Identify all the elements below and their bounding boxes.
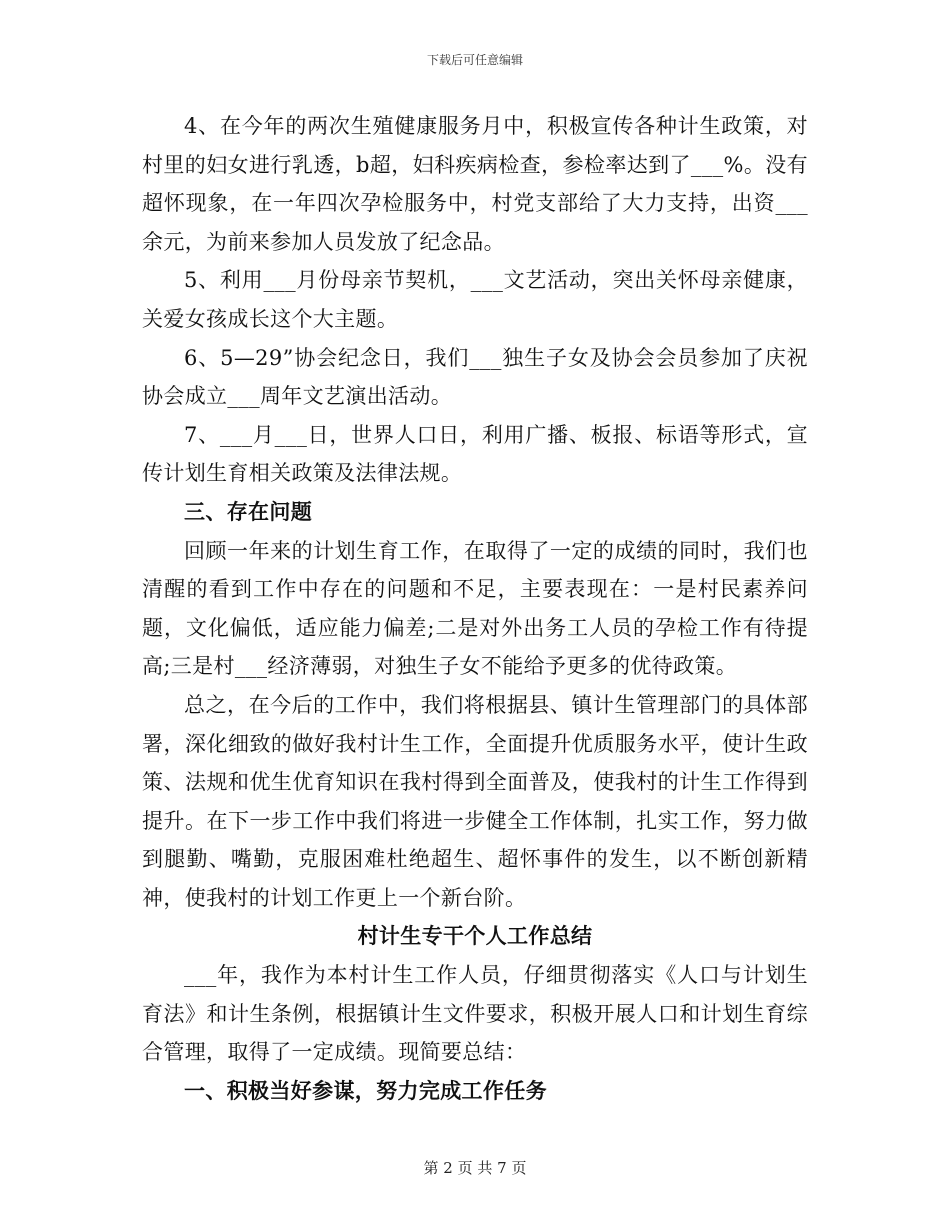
document-title: 村计生专干个人工作总结 bbox=[357, 923, 593, 949]
paragraph-conclusion: 总之，在今后的工作中，我们将根据县、镇计生管理部门的具体部署，深化细致的做好我村计生工作，全面提升优质服务水平，使计生政策、法规和优生优育知识在我村得到全面普及，使我村的计生工作得到提升。在下一步工作中我们将进一步健全工作体制，扎实工作，努力做到腿勤、嘴勤，克服困难杜绝超生、超怀事件的发生，以不断创新精神，使我村的计划工作更上一个新台阶。 bbox=[142, 692, 808, 910]
page-header: 下载后可任意编辑 bbox=[426, 53, 523, 67]
paragraph-review: 回顾一年来的计划生育工作，在取得了一定的成绩的同时，我们也清醒的看到工作中存在的问题和不足，主要表现在：一是村民素养问题，文化偏低，适应能力偏差;二是对外出务工人员的孕检工作有待提高;三是村___经济薄弱，对独生子女不能给予更多的优待政策。 bbox=[142, 538, 808, 679]
paragraph-item-6: 6、5—29”协会纪念日，我们___独生子女及协会会员参加了庆祝协会成立___周年文艺演出活动。 bbox=[142, 345, 808, 409]
section-heading-problems: 三、存在问题 bbox=[184, 498, 313, 524]
paragraph-item-7: 7、___月___日，世界人口日，利用广播、板报、标语等形式，宣传计划生育相关政策及法律法规。 bbox=[142, 422, 808, 486]
paragraph-item-4: 4、在今年的两次生殖健康服务月中，积极宣传各种计生政策，对村里的妇女进行乳透，b超，妇科疾病检查，参检率达到了___%。没有超怀现象，在一年四次孕检服务中，村党支部给了大力支持，出资___余元，为前来参加人员发放了纪念品。 bbox=[142, 114, 808, 254]
paragraph-item-5: 5、利用___月份母亲节契机，___文艺活动，突出关怀母亲健康，关爱女孩成长这个大主题。 bbox=[142, 268, 808, 331]
section-heading-one: 一、积极当好参谋，努力完成工作任务 bbox=[184, 1077, 547, 1103]
document-body bbox=[142, 107, 808, 1110]
page-number: 第 2 页 共 7 页 bbox=[423, 1159, 527, 1177]
paragraph-intro: ___年，我作为本村计生工作人员，仔细贯彻落实《人口与计划生育法》和计生条例，根据镇计生文件要求，积极开展人口和计划生育综合管理，取得了一定成绩。现简要总结： bbox=[142, 963, 808, 1065]
